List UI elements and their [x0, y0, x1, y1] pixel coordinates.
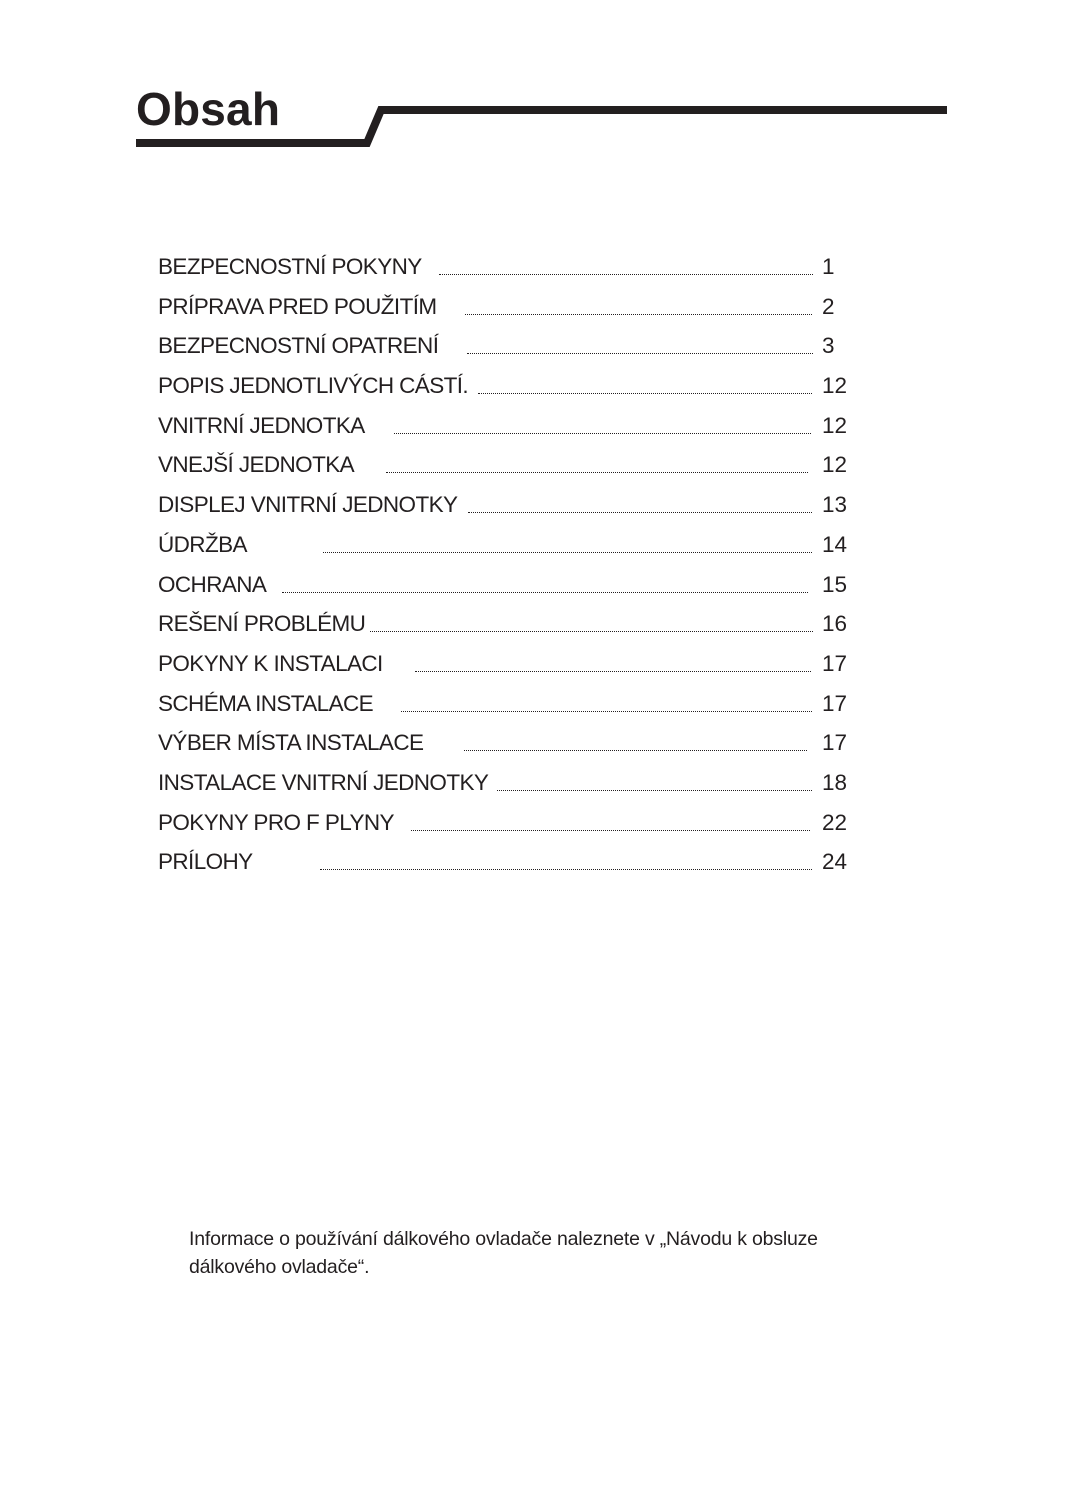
toc-entry[interactable]: [158, 649, 850, 689]
toc-entry-page: 12: [822, 452, 848, 478]
toc-entry-page: 17: [822, 650, 848, 676]
toc-entry-label: POKYNY PRO F PLYNY: [158, 809, 394, 835]
toc-entry-page: 1: [822, 254, 835, 279]
toc-entry[interactable]: [158, 570, 850, 610]
title-underline-rule: [0, 0, 1083, 160]
toc-entry-label: SCHÉMA INSTALACE: [158, 690, 374, 716]
toc-entry-label: POKYNY K INSTALACI: [158, 650, 383, 676]
toc-entry[interactable]: [158, 252, 850, 292]
toc-entry-label: BEZPECNOSTNÍ POKYNY: [158, 254, 422, 279]
toc-dot-leader: [401, 711, 812, 712]
toc-entry-label: REŠENÍ PROBLÉMU: [158, 611, 366, 637]
toc-entry-label: VNITRNÍ JEDNOTKA: [158, 412, 365, 438]
toc-entry[interactable]: [158, 292, 850, 332]
toc-entry-page: 12: [822, 373, 848, 399]
toc-entry-page: 15: [822, 571, 848, 597]
toc-entry-label: BEZPECNOSTNÍ OPATRENÍ: [158, 333, 439, 359]
toc-dot-leader: [415, 671, 811, 672]
toc-dot-leader: [394, 433, 811, 434]
toc-entry-page: 3: [822, 333, 835, 359]
toc-entry[interactable]: [158, 847, 850, 887]
toc-entry-label: INSTALACE VNITRNÍ JEDNOTKY: [158, 769, 489, 795]
remote-control-note: [189, 1225, 919, 1281]
toc-entry-label: VÝBER MÍSTA INSTALACE: [158, 730, 424, 756]
toc-dot-leader: [320, 869, 812, 870]
toc-entry[interactable]: [158, 371, 850, 411]
toc-entry-page: 14: [822, 531, 848, 557]
toc-entry[interactable]: [158, 609, 850, 649]
toc-dot-leader: [464, 750, 807, 751]
toc-entry-label: POPIS JEDNOTLIVÝCH CÁSTÍ.: [158, 373, 469, 399]
toc-entry[interactable]: [158, 331, 850, 371]
toc-entry-page: 16: [822, 611, 848, 637]
toc-entry-label: VNEJŠÍ JEDNOTKA: [158, 452, 355, 478]
toc-dot-leader: [497, 790, 812, 791]
toc-entry[interactable]: [158, 450, 850, 490]
toc-entry-page: 12: [822, 412, 848, 438]
remote-control-note-line-1: Informace o používání dálkového ovladače naleznete v „Návodu k obsluze: [189, 1228, 818, 1250]
toc-entry-page: 24: [822, 849, 848, 875]
toc-entry[interactable]: [158, 768, 850, 808]
toc-dot-leader: [282, 592, 808, 593]
toc-dot-leader: [323, 552, 812, 553]
toc-dot-leader: [465, 314, 812, 315]
toc-entry[interactable]: [158, 689, 850, 729]
toc-entry[interactable]: [158, 411, 850, 451]
toc-entry-page: 2: [822, 293, 835, 319]
toc-entry-page: 18: [822, 769, 848, 795]
toc-dot-leader: [386, 472, 808, 473]
toc-entry-label: DISPLEJ VNITRNÍ JEDNOTKY: [158, 492, 458, 518]
toc-entry[interactable]: [158, 808, 850, 848]
toc-entry-label: PRÍLOHY: [158, 849, 253, 875]
toc-entry-label: PRÍPRAVA PRED POUŽITÍM: [158, 293, 437, 319]
toc-entry-page: 17: [822, 730, 848, 756]
toc-entry-page: 13: [822, 492, 848, 518]
remote-control-note-line-2: dálkového ovladače“.: [189, 1256, 370, 1278]
toc-dot-leader: [370, 631, 813, 632]
table-of-contents: [158, 252, 850, 887]
toc-dot-leader: [478, 393, 812, 394]
toc-dot-leader: [467, 353, 813, 354]
toc-dot-leader: [411, 830, 810, 831]
page-title: Obsah: [136, 83, 281, 135]
toc-entry-label: OCHRANA: [158, 571, 267, 597]
toc-entry[interactable]: [158, 530, 850, 570]
toc-entry-label: ÚDRŽBA: [158, 531, 247, 557]
toc-entry[interactable]: [158, 728, 850, 768]
toc-entry-page: 17: [822, 690, 848, 716]
toc-entry-page: 22: [822, 809, 848, 835]
toc-dot-leader: [439, 274, 813, 275]
toc-dot-leader: [468, 512, 812, 513]
toc-entry[interactable]: [158, 490, 850, 530]
